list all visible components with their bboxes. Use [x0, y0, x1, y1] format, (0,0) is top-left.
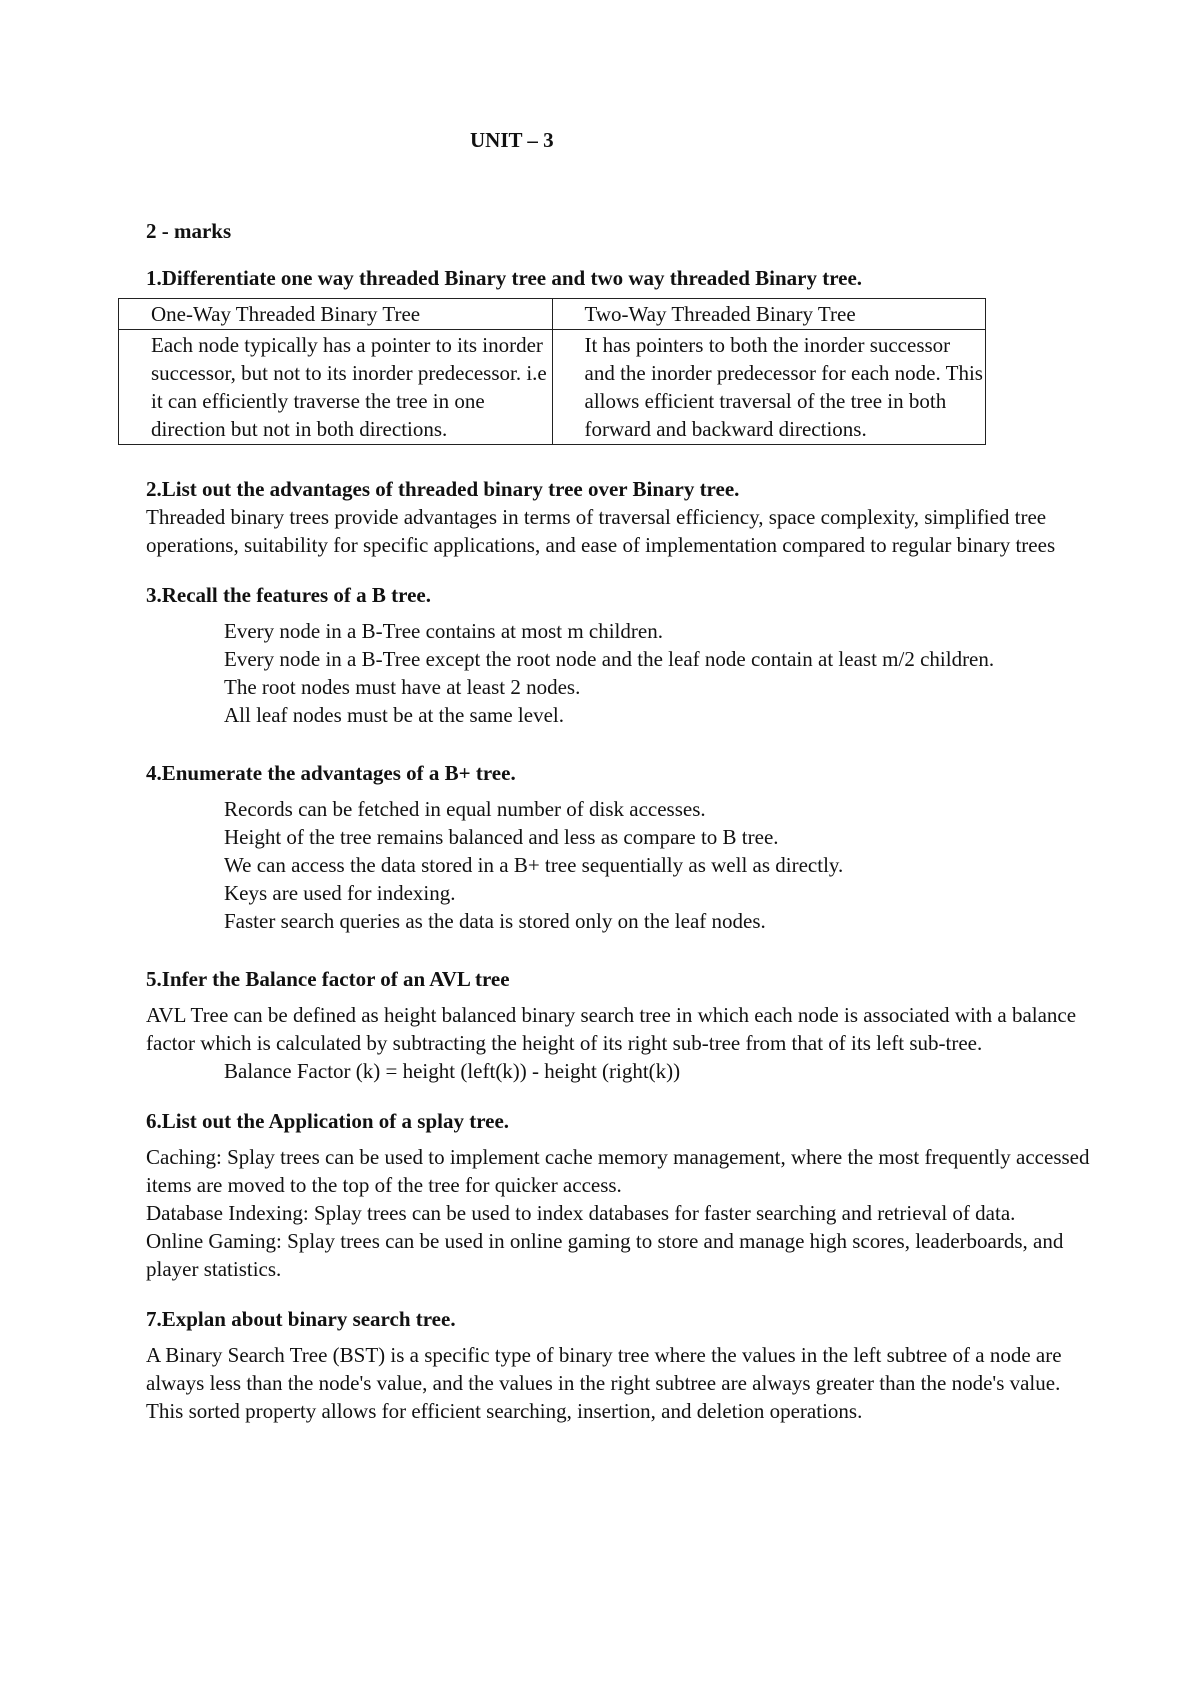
- list-item: Height of the tree remains balanced and less as compare to B tree.: [224, 825, 779, 849]
- list-item: Keys are used for indexing.: [224, 881, 456, 905]
- question-6-heading: 6.List out the Application of a splay tree.: [146, 1109, 510, 1133]
- question-4-list: [146, 795, 1096, 935]
- table-header-two-way: Two-Way Threaded Binary Tree: [552, 299, 986, 330]
- document-content: [146, 128, 1096, 1425]
- comparison-table: [118, 298, 986, 445]
- table-header-row: [119, 299, 986, 330]
- unit-title: UNIT – 3: [470, 128, 554, 152]
- table-row: [119, 330, 986, 445]
- question-5-heading: 5.Infer the Balance factor of an AVL tree: [146, 967, 510, 991]
- question-7-heading: 7.Explan about binary search tree.: [146, 1307, 456, 1331]
- list-item: The root nodes must have at least 2 nodes.: [224, 675, 581, 699]
- list-item: Records can be fetched in equal number of disk accesses.: [224, 797, 706, 821]
- table-cell-one-way: Each node typically has a pointer to its inorder successor, but not to its inorder predecessor. i.e it can efficiently traverse the tree in one direction but not in both directions.: [119, 330, 553, 445]
- list-item: Faster search queries as the data is stored only on the leaf nodes.: [224, 909, 766, 933]
- question-5-answer: AVL Tree can be defined as height balanced binary search tree in which each node is associated with a balance factor which is calculated by subtracting the height of its right sub-tree from that of its left sub-tree.: [146, 1003, 1077, 1055]
- table-header-one-way: One-Way Threaded Binary Tree: [119, 299, 553, 330]
- question-6-answer-gaming: Online Gaming: Splay trees can be used in online gaming to store and manage high scores, leaderboards, and player statistics.: [146, 1229, 1064, 1281]
- marks-label: 2 - marks: [146, 219, 232, 243]
- question-6-answer-database: Database Indexing: Splay trees can be used to index databases for faster searching and retrieval of data.: [146, 1201, 1016, 1225]
- question-2-heading: 2.List out the advantages of threaded binary tree over Binary tree.: [146, 477, 740, 501]
- question-6-answer-caching: Caching: Splay trees can be used to implement cache memory management, where the most frequently accessed items are moved to the top of the tree for quicker access.: [146, 1145, 1090, 1197]
- list-item: We can access the data stored in a B+ tree sequentially as well as directly.: [224, 853, 844, 877]
- question-7-answer: A Binary Search Tree (BST) is a specific type of binary tree where the values in the left subtree of a node are always less than the node's value, and the values in the right subtree are always greater than the node's value.: [146, 1343, 1062, 1395]
- table-cell-two-way: It has pointers to both the inorder successor and the inorder predecessor for each node. This allows efficient traversal of the tree in both forward and backward directions.: [552, 330, 986, 445]
- question-4-heading: 4.Enumerate the advantages of a B+ tree.: [146, 761, 516, 785]
- question-1-heading: 1.Differentiate one way threaded Binary tree and two way threaded Binary tree.: [146, 266, 863, 290]
- list-item: All leaf nodes must be at the same level.: [224, 703, 564, 727]
- question-2-answer: Threaded binary trees provide advantages in terms of traversal efficiency, space complexity, simplified tree operations, suitability for specific applications, and ease of implementation compared to regular binary trees: [146, 505, 1056, 557]
- list-item: Every node in a B-Tree except the root node and the leaf node contain at least m/2 children.: [224, 647, 995, 671]
- question-7-answer-2: This sorted property allows for efficient searching, insertion, and deletion operations.: [146, 1399, 863, 1423]
- question-3-heading: 3.Recall the features of a B tree.: [146, 583, 431, 607]
- list-item: Every node in a B-Tree contains at most m children.: [224, 619, 663, 643]
- question-3-list: [146, 617, 1096, 729]
- balance-factor-formula: Balance Factor (k) = height (left(k)) - height (right(k)): [224, 1059, 681, 1083]
